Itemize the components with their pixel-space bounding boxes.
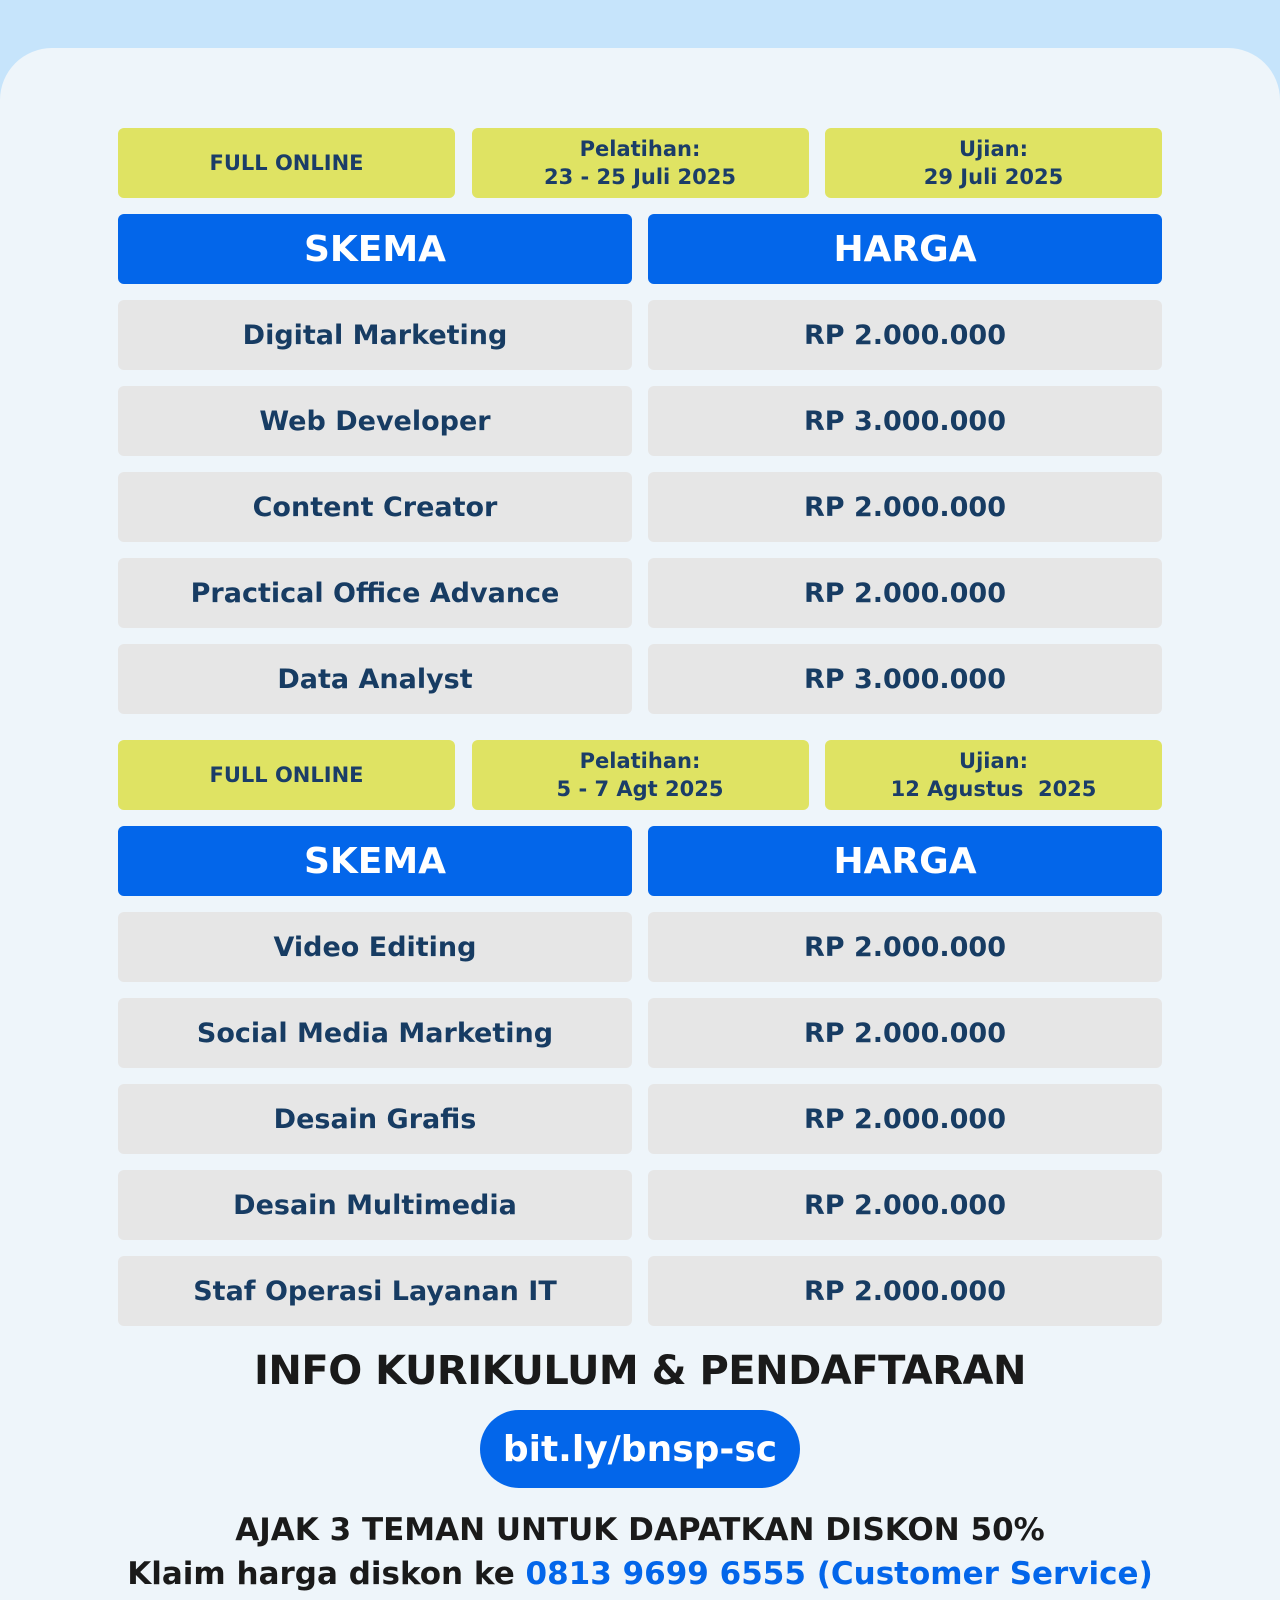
registration-footer [0,1346,1280,1596]
registration-link-button[interactable]: bit.ly/bnsp-sc [480,1410,800,1488]
table-row [118,300,1162,370]
schedule-section-2 [118,740,1162,1326]
claim-prefix: Klaim harga diskon ke [127,1556,526,1592]
skema-cell: Desain Multimedia [118,1170,632,1240]
table-row [118,1170,1162,1240]
training-dates-badge [472,128,809,198]
table-row [118,644,1162,714]
table-row [118,558,1162,628]
harga-cell: RP 2.000.000 [648,1170,1162,1240]
training-dates: 5 - 7 Agt 2025 [556,777,724,801]
mode-label: FULL ONLINE [209,151,364,175]
harga-cell: RP 2.000.000 [648,472,1162,542]
schedule-info-row [118,740,1162,810]
harga-cell: RP 3.000.000 [648,386,1162,456]
mode-label: FULL ONLINE [209,763,364,787]
referral-promo: AJAK 3 TEMAN UNTUK DAPATKAN DISKON 50% [235,1512,1045,1548]
mode-badge [118,740,455,810]
harga-cell: RP 2.000.000 [648,1084,1162,1154]
harga-cell: RP 2.000.000 [648,1256,1162,1326]
harga-cell: RP 2.000.000 [648,300,1162,370]
skema-cell: Content Creator [118,472,632,542]
training-label: Pelatihan: [579,749,701,773]
harga-cell: RP 3.000.000 [648,644,1162,714]
price-tables [118,128,1162,1326]
skema-cell: Desain Grafis [118,1084,632,1154]
table-row [118,998,1162,1068]
table-row [118,386,1162,456]
mode-badge [118,128,455,198]
main-card [0,48,1280,1600]
skema-cell: Practical Office Advance [118,558,632,628]
table-header [118,826,1162,896]
skema-cell: Digital Marketing [118,300,632,370]
skema-cell: Social Media Marketing [118,998,632,1068]
exam-label: Ujian: [959,749,1028,773]
customer-service-phone[interactable]: 0813 9699 6555 (Customer Service) [525,1556,1153,1592]
column-header-harga: HARGA [648,826,1162,896]
link-wrapper [0,1410,1280,1488]
skema-cell: Web Developer [118,386,632,456]
column-header-skema: SKEMA [118,214,632,284]
training-label: Pelatihan: [579,137,701,161]
exam-date: 29 Juli 2025 [923,165,1064,189]
column-header-skema: SKEMA [118,826,632,896]
skema-cell: Staf Operasi Layanan IT [118,1256,632,1326]
schedule-section-1 [118,128,1162,714]
harga-cell: RP 2.000.000 [648,558,1162,628]
table-header [118,214,1162,284]
table-row [118,1084,1162,1154]
exam-date-badge [825,128,1162,198]
skema-cell: Data Analyst [118,644,632,714]
skema-cell: Video Editing [118,912,632,982]
exam-label: Ujian: [959,137,1028,161]
harga-cell: RP 2.000.000 [648,998,1162,1068]
harga-cell: RP 2.000.000 [648,912,1162,982]
table-row [118,912,1162,982]
table-row [118,472,1162,542]
discount-claim-line [0,1552,1280,1596]
column-header-harga: HARGA [648,214,1162,284]
footer-title: INFO KURIKULUM & PENDAFTARAN [254,1348,1026,1394]
training-dates-badge [472,740,809,810]
exam-date-badge [825,740,1162,810]
table-row [118,1256,1162,1326]
exam-date: 12 Agustus 2025 [890,777,1097,801]
schedule-info-row [118,128,1162,198]
training-dates: 23 - 25 Juli 2025 [543,165,736,189]
